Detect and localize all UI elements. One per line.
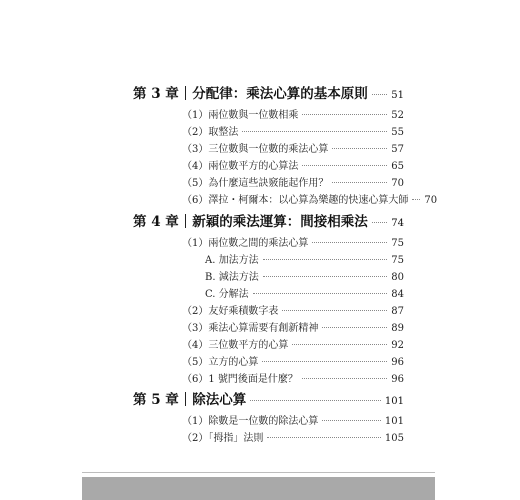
toc-entry — [182, 319, 404, 334]
chapter-number: 第 3 章 — [133, 86, 179, 102]
chapter-title: 新穎的乘法運算：間接相乘法 — [192, 214, 368, 230]
dot-leader — [302, 165, 387, 166]
dot-leader — [372, 94, 387, 95]
chapter-heading — [133, 388, 404, 408]
dot-leader — [302, 378, 387, 379]
toc-entry — [182, 302, 404, 317]
dot-leader — [267, 437, 381, 438]
page-number: 75 — [391, 255, 404, 266]
entry-label: B. 減法方法 — [205, 272, 259, 283]
dot-leader — [282, 310, 387, 311]
page-number: 89 — [391, 323, 404, 334]
entry-label: C. 分解法 — [205, 289, 249, 300]
page-number: 55 — [391, 127, 404, 138]
chapter-number: 第 4 章 — [133, 214, 179, 230]
chapter-divider — [185, 392, 187, 406]
page-number: 96 — [391, 374, 404, 385]
toc-entry — [182, 353, 404, 368]
chapter-heading — [133, 210, 404, 230]
toc-entry — [182, 191, 438, 206]
footer-rule — [82, 472, 435, 473]
page-number: 70 — [424, 195, 438, 206]
page-number: 101 — [384, 396, 404, 407]
entry-label: （4）三位數平方的心算 — [182, 340, 289, 351]
dot-leader — [412, 199, 420, 200]
dot-leader — [302, 114, 387, 115]
entry-label: A. 加法方法 — [205, 255, 259, 266]
entry-label: （1）兩位數與一位數相乘 — [182, 110, 299, 121]
dot-leader — [292, 344, 387, 345]
dot-leader — [242, 131, 387, 132]
dot-leader — [263, 276, 388, 277]
page-number: 87 — [391, 306, 404, 317]
page-number: 57 — [391, 144, 404, 155]
entry-label: （3）乘法心算需要有創新精神 — [182, 323, 319, 334]
toc-entry — [182, 336, 404, 351]
entry-label: （3）三位數與一位數的乘法心算 — [182, 144, 329, 155]
dot-leader — [372, 222, 387, 223]
page-number: 52 — [391, 110, 404, 121]
toc-subentry — [205, 268, 404, 283]
page-number: 96 — [391, 357, 404, 368]
page-number: 92 — [391, 340, 404, 351]
chapter-divider — [185, 86, 187, 100]
chapter-number: 第 5 章 — [133, 392, 179, 408]
toc-entry — [182, 370, 404, 385]
entry-label: （1）除數是一位數的除法心算 — [182, 416, 319, 427]
toc-entry — [182, 234, 404, 249]
page-number: 70 — [391, 178, 404, 189]
dot-leader — [322, 420, 381, 421]
entry-label: （4）兩位數平方的心算法 — [182, 161, 299, 172]
entry-label: （1）兩位數之間的乘法心算 — [182, 238, 309, 249]
toc-entry — [182, 157, 404, 172]
chapter-heading — [133, 82, 404, 102]
chapter-title: 分配律：乘法心算的基本原則 — [192, 86, 368, 102]
toc-entry — [182, 412, 404, 427]
toc-entry — [182, 174, 404, 189]
toc-subentry — [205, 285, 404, 300]
toc-subentry — [205, 251, 404, 266]
dot-leader — [253, 293, 388, 294]
page-number: 80 — [391, 272, 404, 283]
page-number: 75 — [391, 238, 404, 249]
entry-label: （5）為什麼這些訣竅能起作用？ — [182, 178, 329, 189]
toc-entry — [182, 106, 404, 121]
page-number: 105 — [384, 433, 404, 444]
page-number: 84 — [391, 289, 404, 300]
chapter-title: 除法心算 — [192, 392, 247, 408]
dot-leader — [262, 361, 387, 362]
dot-leader — [332, 148, 387, 149]
entry-label: （2）取整法 — [182, 127, 239, 138]
toc-entry — [182, 429, 404, 444]
dot-leader — [332, 182, 387, 183]
dot-leader — [263, 259, 388, 260]
page-number: 51 — [391, 90, 404, 101]
footer-band — [82, 477, 435, 500]
dot-leader — [250, 400, 381, 401]
dot-leader — [312, 242, 387, 243]
page-number: 101 — [384, 416, 404, 427]
toc-entry — [182, 140, 404, 155]
page-number: 74 — [391, 218, 404, 229]
entry-label: （2）「拇指」法則 — [182, 433, 264, 444]
toc-entry — [182, 123, 404, 138]
entry-label: （5）立方的心算 — [182, 357, 259, 368]
entry-label: （6）1 號門後面是什麼？ — [182, 374, 298, 385]
dot-leader — [322, 327, 387, 328]
page-number: 65 — [391, 161, 404, 172]
chapter-divider — [185, 214, 187, 228]
entry-label: （6）澤拉・柯爾本：以心算為樂趣的快速心算大師 — [182, 195, 409, 206]
entry-label: （2）友好乘積數字表 — [182, 306, 279, 317]
